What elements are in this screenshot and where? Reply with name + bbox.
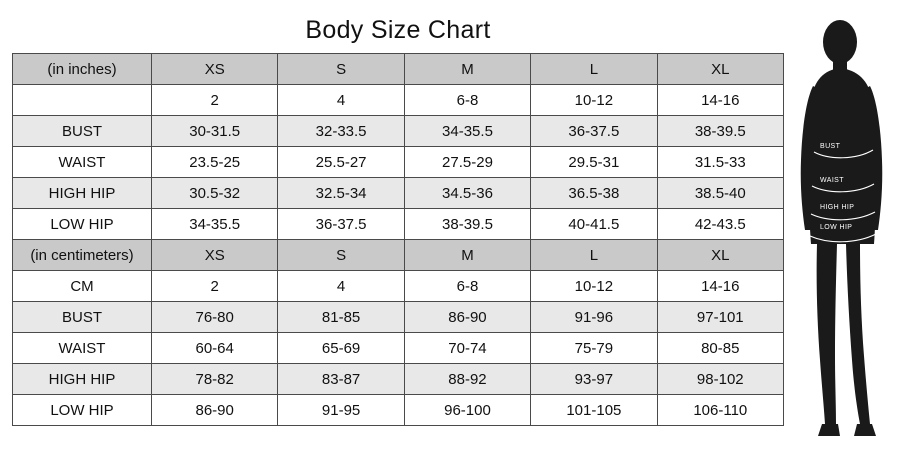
row-label: LOW HIP bbox=[13, 395, 152, 426]
cell-value: 91-95 bbox=[278, 395, 404, 426]
row-label bbox=[13, 85, 152, 116]
cell-value: 70-74 bbox=[404, 333, 530, 364]
table-row bbox=[13, 395, 784, 426]
header-cell-centimeters-label: (in centimeters) bbox=[13, 240, 152, 271]
cell-value: 42-43.5 bbox=[657, 209, 783, 240]
cell-value: 97-101 bbox=[657, 302, 783, 333]
cell-value: 93-97 bbox=[531, 364, 657, 395]
cell-value: 36-37.5 bbox=[531, 116, 657, 147]
cell-value: 30.5-32 bbox=[152, 178, 278, 209]
cell-value: 76-80 bbox=[152, 302, 278, 333]
header-cell-m: M bbox=[404, 54, 530, 85]
table-row bbox=[13, 302, 784, 333]
table-row bbox=[13, 147, 784, 178]
cell-value: 101-105 bbox=[531, 395, 657, 426]
figure-label-waist: WAIST bbox=[820, 177, 844, 184]
cell-value: 38-39.5 bbox=[657, 116, 783, 147]
cell-value: 34.5-36 bbox=[404, 178, 530, 209]
row-label: BUST bbox=[13, 116, 152, 147]
cell-value: 75-79 bbox=[531, 333, 657, 364]
header-cell-s: S bbox=[278, 54, 404, 85]
row-label: WAIST bbox=[13, 147, 152, 178]
page-title: Body Size Chart bbox=[305, 16, 491, 44]
header-cell-m: M bbox=[404, 240, 530, 271]
table-header-row-inches bbox=[13, 54, 784, 85]
figure-label-high-hip: HIGH HIP bbox=[820, 204, 855, 211]
header-cell-xl: XL bbox=[657, 54, 783, 85]
row-label: CM bbox=[13, 271, 152, 302]
cell-value: 65-69 bbox=[278, 333, 404, 364]
table-row bbox=[13, 178, 784, 209]
cell-value: 2 bbox=[152, 271, 278, 302]
cell-value: 38-39.5 bbox=[404, 209, 530, 240]
cell-value: 10-12 bbox=[531, 85, 657, 116]
cell-value: 4 bbox=[278, 271, 404, 302]
cell-value: 81-85 bbox=[278, 302, 404, 333]
cell-value: 34-35.5 bbox=[152, 209, 278, 240]
row-label: LOW HIP bbox=[13, 209, 152, 240]
cell-value: 29.5-31 bbox=[531, 147, 657, 178]
table-header-row-centimeters bbox=[13, 240, 784, 271]
cell-value: 86-90 bbox=[152, 395, 278, 426]
row-label: WAIST bbox=[13, 333, 152, 364]
header-cell-l: L bbox=[531, 240, 657, 271]
cell-value: 25.5-27 bbox=[278, 147, 404, 178]
cell-value: 86-90 bbox=[404, 302, 530, 333]
cell-value: 30-31.5 bbox=[152, 116, 278, 147]
cell-value: 14-16 bbox=[657, 85, 783, 116]
body-size-table bbox=[12, 53, 784, 426]
cell-value: 27.5-29 bbox=[404, 147, 530, 178]
cell-value: 98-102 bbox=[657, 364, 783, 395]
row-label: BUST bbox=[13, 302, 152, 333]
cell-value: 10-12 bbox=[531, 271, 657, 302]
header-cell-inches-label: (in inches) bbox=[13, 54, 152, 85]
cell-value: 32.5-34 bbox=[278, 178, 404, 209]
cell-value: 40-41.5 bbox=[531, 209, 657, 240]
header-cell-xs: XS bbox=[152, 240, 278, 271]
cell-value: 96-100 bbox=[404, 395, 530, 426]
body-silhouette-icon bbox=[784, 0, 921, 454]
table-row bbox=[13, 85, 784, 116]
header-cell-xl: XL bbox=[657, 240, 783, 271]
figure-label-bust: BUST bbox=[820, 143, 841, 150]
row-label: HIGH HIP bbox=[13, 178, 152, 209]
cell-value: 78-82 bbox=[152, 364, 278, 395]
figure-label-low-hip: LOW HIP bbox=[820, 224, 853, 231]
cell-value: 88-92 bbox=[404, 364, 530, 395]
cell-value: 80-85 bbox=[657, 333, 783, 364]
table-row bbox=[13, 271, 784, 302]
table-row bbox=[13, 333, 784, 364]
cell-value: 6-8 bbox=[404, 271, 530, 302]
cell-value: 106-110 bbox=[657, 395, 783, 426]
cell-value: 38.5-40 bbox=[657, 178, 783, 209]
cell-value: 14-16 bbox=[657, 271, 783, 302]
cell-value: 23.5-25 bbox=[152, 147, 278, 178]
table-row bbox=[13, 116, 784, 147]
size-chart-table-area bbox=[12, 10, 784, 446]
cell-value: 36-37.5 bbox=[278, 209, 404, 240]
cell-value: 32-33.5 bbox=[278, 116, 404, 147]
table-row bbox=[13, 209, 784, 240]
cell-value: 4 bbox=[278, 85, 404, 116]
cell-value: 60-64 bbox=[152, 333, 278, 364]
header-cell-xs: XS bbox=[152, 54, 278, 85]
cell-value: 34-35.5 bbox=[404, 116, 530, 147]
header-cell-l: L bbox=[531, 54, 657, 85]
cell-value: 2 bbox=[152, 85, 278, 116]
cell-value: 83-87 bbox=[278, 364, 404, 395]
cell-value: 36.5-38 bbox=[531, 178, 657, 209]
cell-value: 6-8 bbox=[404, 85, 530, 116]
header-cell-s: S bbox=[278, 240, 404, 271]
cell-value: 31.5-33 bbox=[657, 147, 783, 178]
table-row bbox=[13, 364, 784, 395]
body-figure-area bbox=[784, 0, 921, 454]
cell-value: 91-96 bbox=[531, 302, 657, 333]
row-label: HIGH HIP bbox=[13, 364, 152, 395]
